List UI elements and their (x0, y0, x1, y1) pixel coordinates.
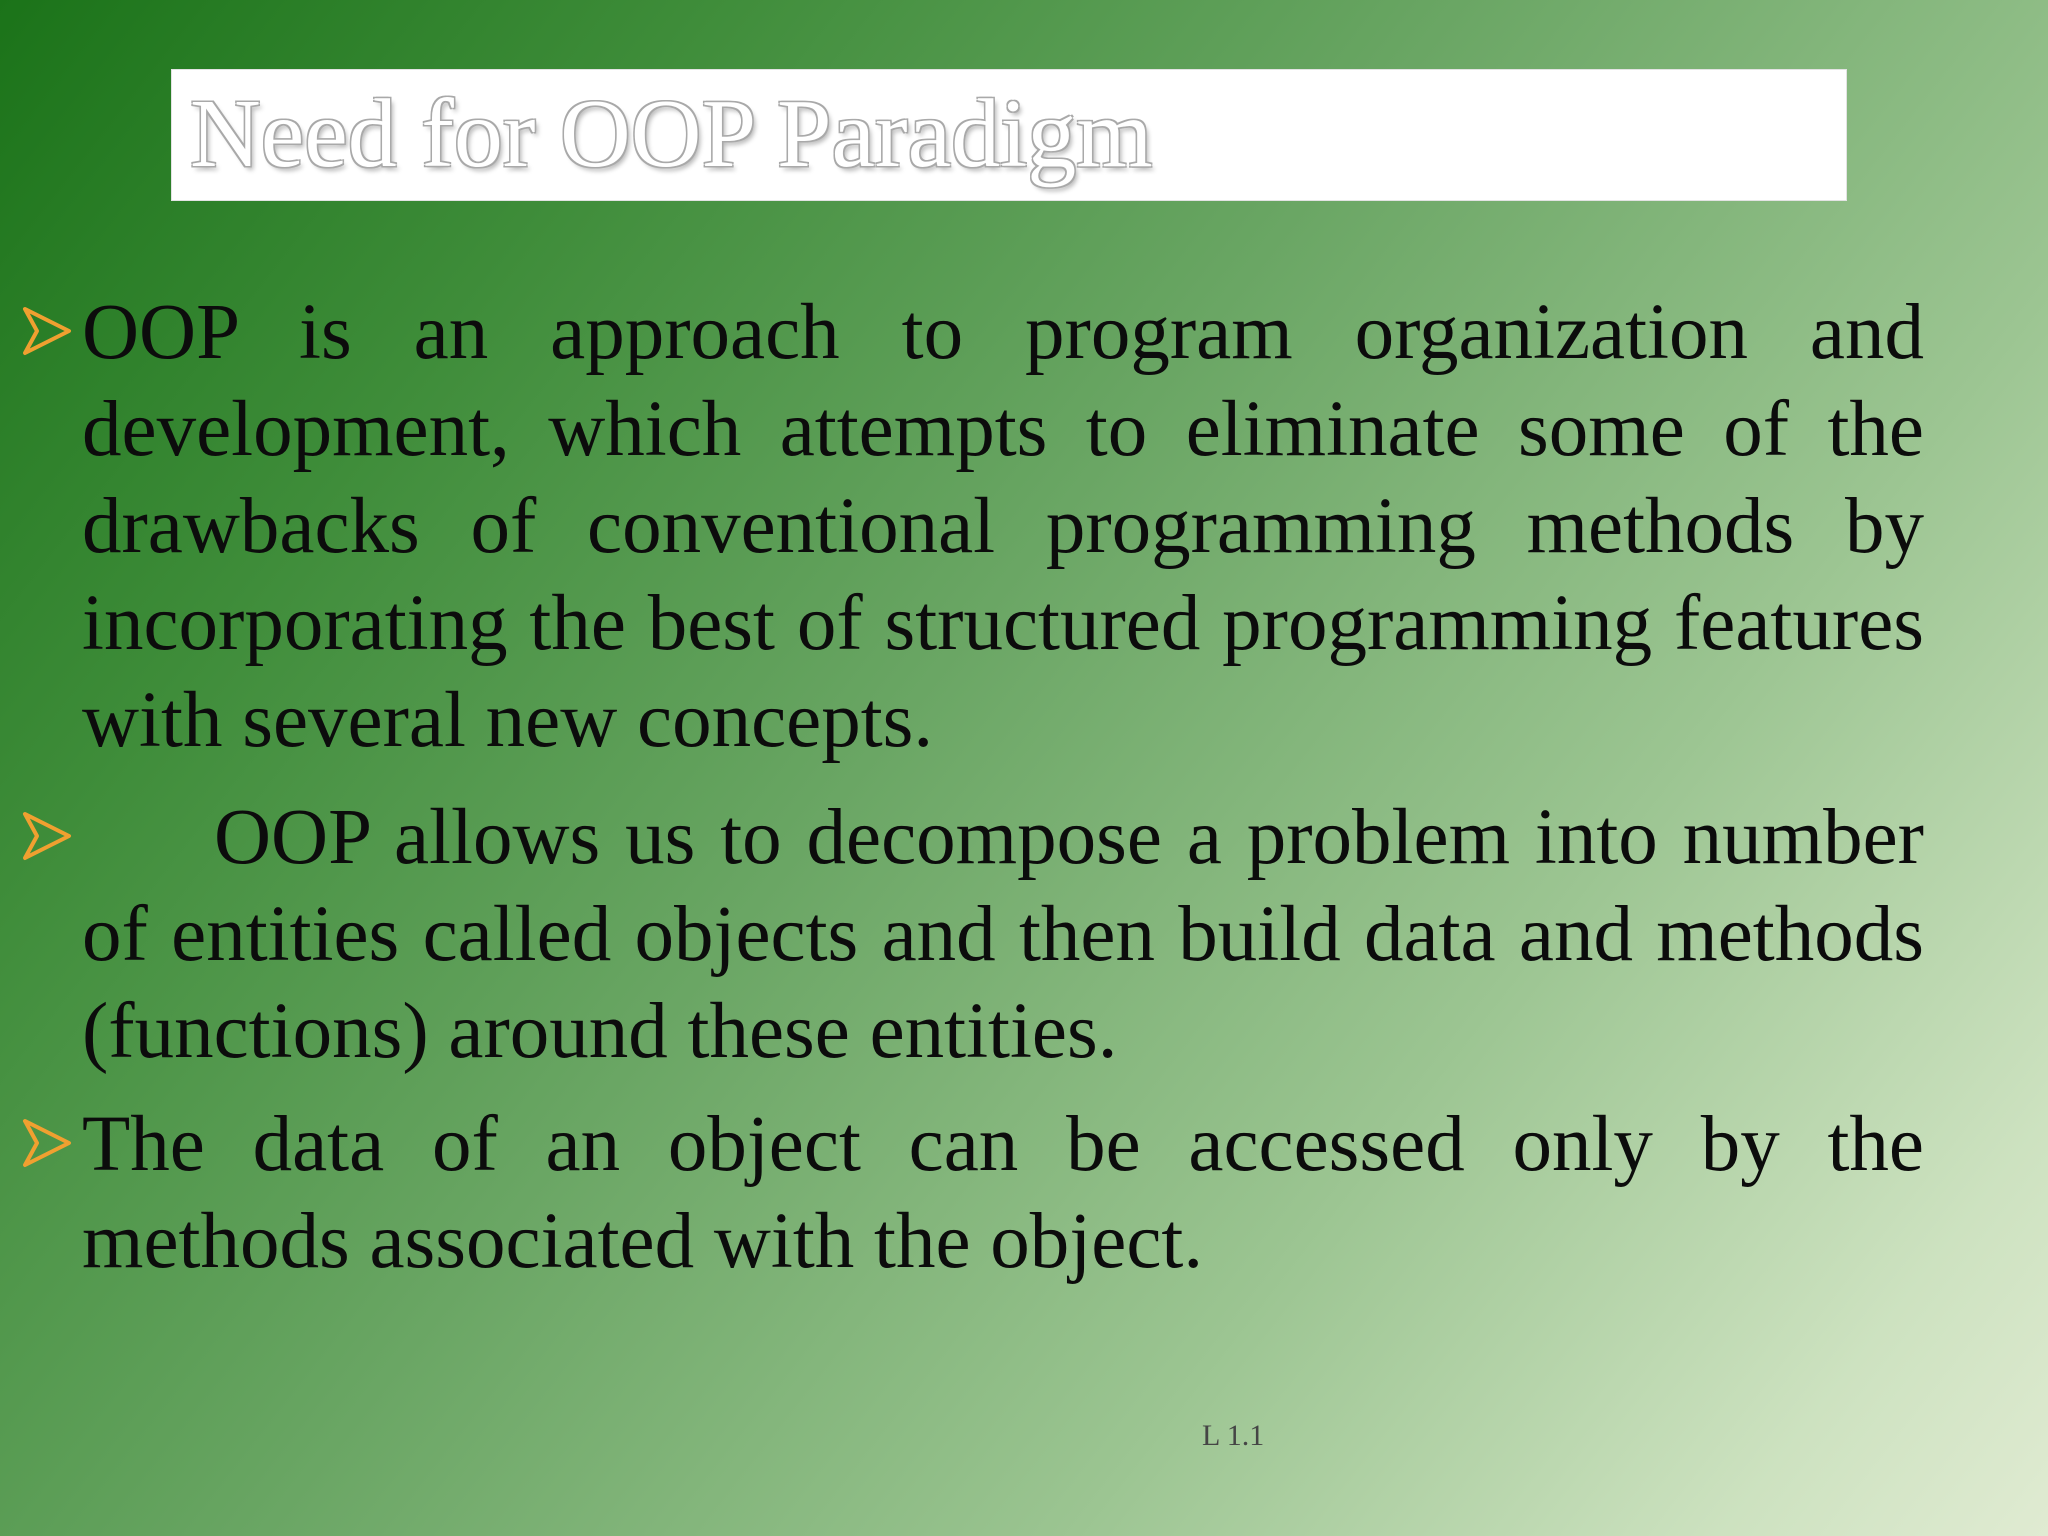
bullet-item: OOP is an approach to program organization and development, which attempts to eliminate some of the drawbacks of conventional programming methods by incorporating the best of structured programming features with several new concepts. (82, 289, 1924, 764)
slide-footer: L 1.1 (1202, 1419, 1265, 1452)
arrowhead-bullet-icon (22, 1118, 72, 1168)
arrowhead-bullet-icon (22, 811, 72, 861)
bullet-item (82, 789, 1924, 1080)
bullet-text: OOP allows us to decompose a problem into number of entities called objects and then build data and methods (functions) around these entities. (82, 794, 1924, 1075)
arrowhead-bullet-icon (22, 306, 72, 356)
bullet-item: The data of an object can be accessed only by the methods associated with the object. (82, 1101, 1924, 1285)
slide-title: Need for OOP Paradigm (190, 80, 1153, 188)
